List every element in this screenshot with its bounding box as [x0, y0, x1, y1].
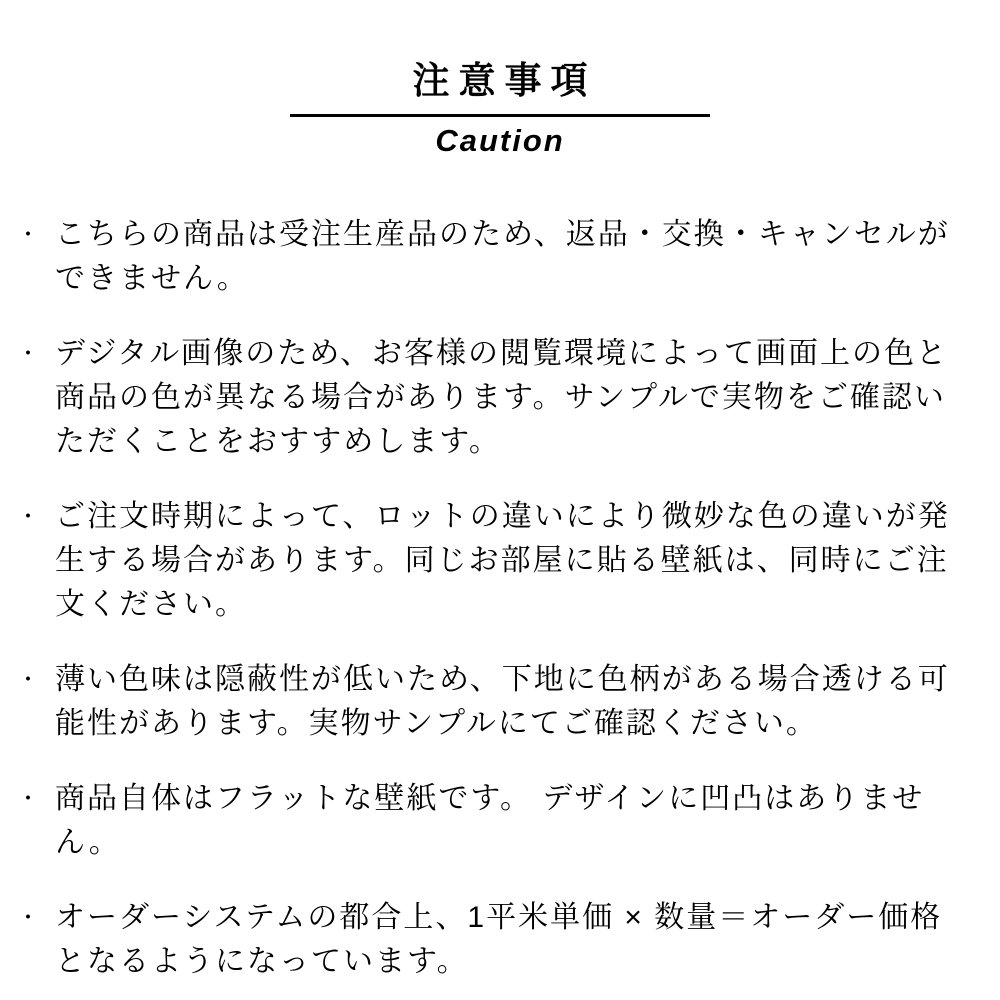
list-item — [0, 777, 960, 865]
list-item-text: オーダーシステムの都合上、1平米単価 × 数量＝オーダー価格となるようになっています。 — [55, 900, 943, 978]
title-divider — [290, 114, 710, 117]
bullet-marker: ・ — [17, 666, 42, 692]
list-item-text: ご注文時期によって、ロットの違いにより微妙な色の違いが発生する場合があります。同じお部屋に貼る壁紙は、同時にご注文ください。 — [55, 499, 950, 621]
bullet-marker: ・ — [17, 340, 42, 366]
caution-list — [0, 213, 1000, 984]
list-item-text: 薄い色味は隠蔽性が低いため、下地に色柄がある場合透ける可能性があります。実物サンプルにてご確認ください。 — [55, 662, 950, 740]
page-title: 注意事項 — [412, 60, 597, 101]
list-item-text: デジタル画像のため、お客様の閲覧環境によって画面上の色と商品の色が異なる場合があります。サンプルで実物をご確認いただくことをおすすめします。 — [55, 336, 948, 458]
page-subtitle: Caution — [435, 122, 565, 158]
list-item-text: 商品自体はフラットな壁紙です。 デザインに凹凸はありません。 — [55, 781, 925, 859]
bullet-marker: ・ — [17, 503, 42, 529]
bullet-marker: ・ — [17, 904, 42, 930]
list-item — [0, 213, 960, 301]
caution-header — [0, 0, 1000, 159]
list-item — [0, 495, 960, 627]
list-item — [0, 896, 960, 984]
list-item — [0, 658, 960, 746]
bullet-marker: ・ — [17, 785, 42, 811]
list-item — [0, 332, 960, 464]
list-item-text: こちらの商品は受注生産品のため、返品・交換・キャンセルができません。 — [55, 217, 950, 295]
bullet-marker: ・ — [17, 221, 42, 247]
